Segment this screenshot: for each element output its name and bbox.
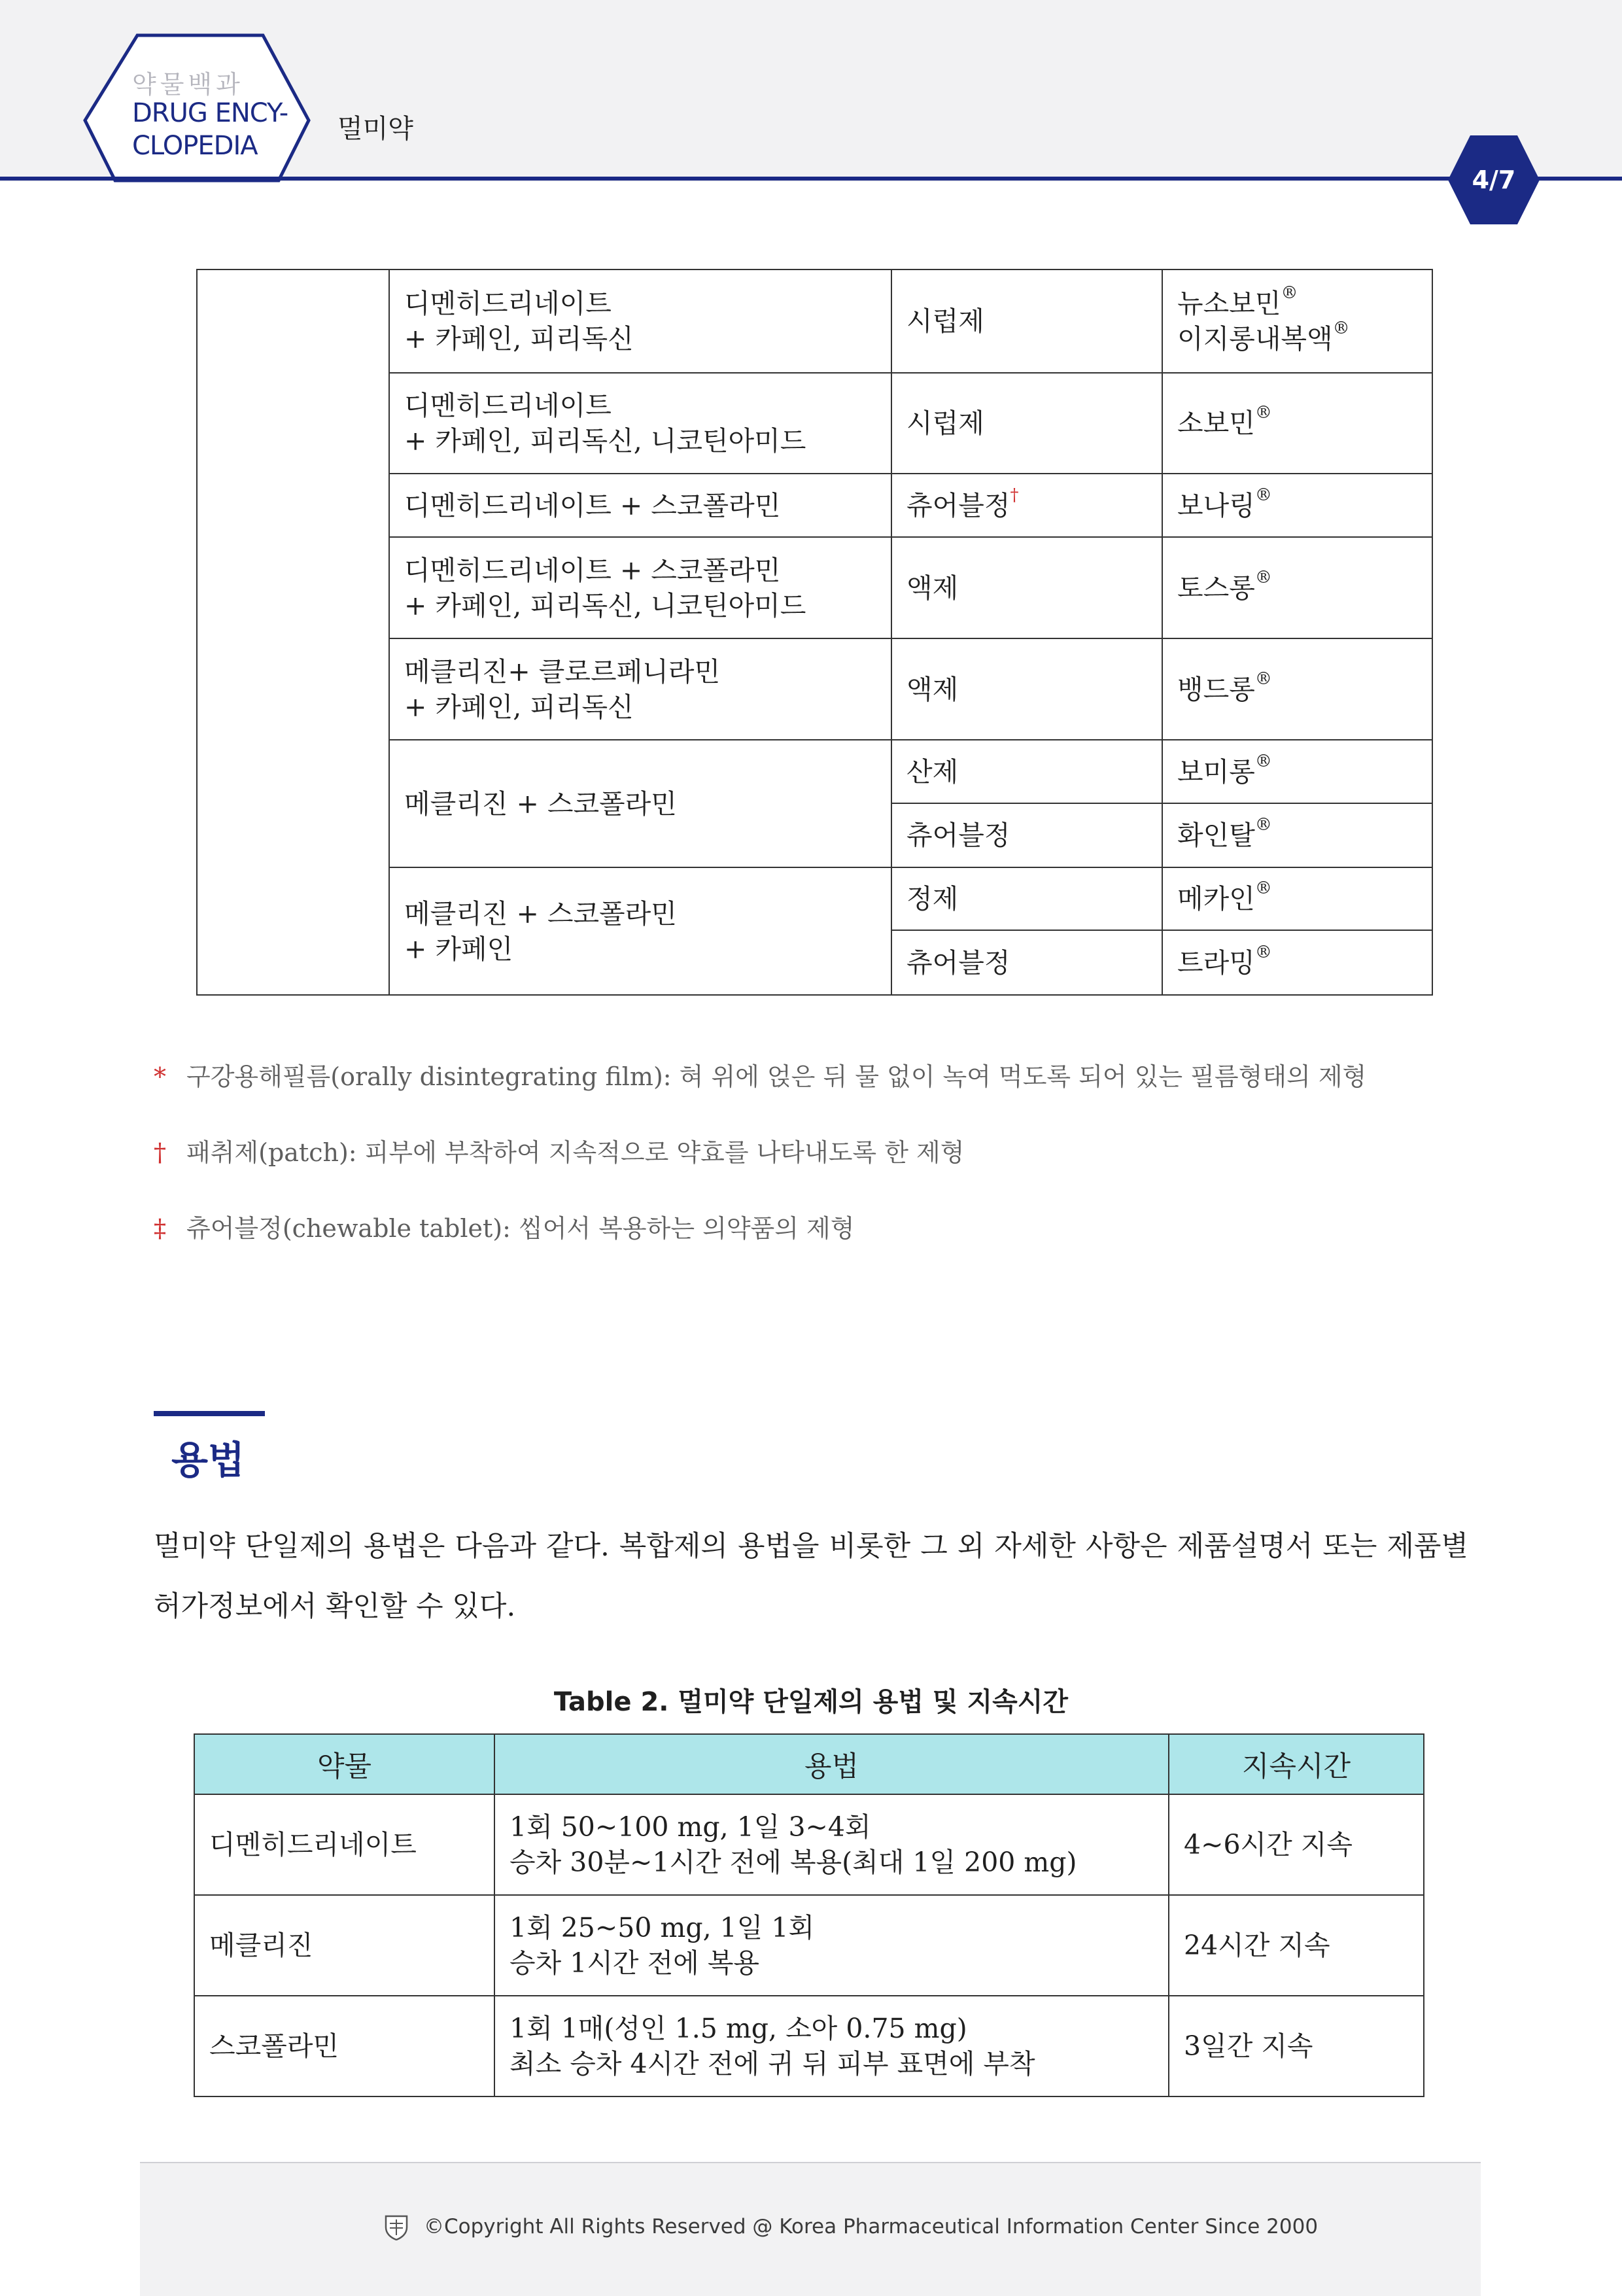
logo-korean-text: 약물백과: [132, 70, 244, 99]
ingredient-cell: 메클리진 + 스코폴라민 + 카페인: [389, 867, 891, 995]
table-row: [194, 1895, 1424, 1996]
header-usage: 용법: [494, 1734, 1169, 1794]
duration-cell: 4~6시간 지속: [1169, 1794, 1424, 1895]
footnote-item: [154, 1132, 1366, 1208]
form-cell: 시럽제: [891, 373, 1162, 474]
product-cell: 화인탈®: [1162, 803, 1432, 867]
usage-cell: 1회 50~100 mg, 1일 3~4회 승차 30분~1시간 전에 복용(최대 1일 200 mg): [494, 1794, 1169, 1895]
form-cell: 츄어블정: [891, 930, 1162, 995]
duration-cell: 24시간 지속: [1169, 1895, 1424, 1996]
table-row: [197, 270, 1432, 373]
form-cell: 츄어블정: [891, 803, 1162, 867]
header-drug: 약물: [194, 1734, 494, 1794]
form-cell: 츄어블정†: [891, 474, 1162, 537]
dagger-mark: †: [1010, 485, 1019, 505]
footnote-text: 츄어블정(chewable tablet): 씹어서 복용하는 의약품의 제형: [186, 1214, 855, 1243]
page-number: 4/7: [1472, 165, 1516, 194]
page-number-badge: [1447, 134, 1541, 226]
ingredient-cell: 메클리진+ 클로르페니라민 + 카페인, 피리독신: [389, 638, 891, 740]
footnote-mark: †: [154, 1138, 166, 1167]
ingredient-cell: 디멘히드리네이트 + 카페인, 피리독신: [389, 270, 891, 373]
table-row: [194, 1794, 1424, 1895]
combination-product-table: [196, 269, 1433, 996]
product-cell: 뱅드롱®: [1162, 638, 1432, 740]
footnotes: [154, 1056, 1366, 1284]
table-header-row: [194, 1734, 1424, 1794]
section-paragraph: 멀미약 단일제의 용법은 다음과 같다. 복합제의 용법을 비롯한 그 외 자세한 사항은 제품설명서 또는 제품별 허가정보에서 확인할 수 있다.: [154, 1530, 1468, 1623]
usage-cell: 1회 25~50 mg, 1일 1회 승차 1시간 전에 복용: [494, 1895, 1169, 1996]
product-cell: 보나링®: [1162, 474, 1432, 537]
table-row: [194, 1996, 1424, 2096]
footnote-mark: ‡: [154, 1214, 166, 1243]
copyright-text: ©Copyright All Rights Reserved @ Korea Pharmaceutical Information Center Since 2000: [424, 2215, 1319, 2238]
product-cell: 토스롱®: [1162, 537, 1432, 638]
logo-english-text: DRUG ENCY- CLOPEDIA: [132, 98, 288, 161]
usage-cell: 1회 1매(성인 1.5 mg, 소아 0.75 mg) 최소 승차 4시간 전에 귀 뒤 피부 표면에 부착: [494, 1996, 1169, 2096]
drug-cell: 스코폴라민: [194, 1996, 494, 2096]
product-cell: 소보민®: [1162, 373, 1432, 474]
form-cell: 시럽제: [891, 270, 1162, 373]
drug-cell: 디멘히드리네이트: [194, 1794, 494, 1895]
table-caption: Table 2. 멀미약 단일제의 용법 및 지속시간: [553, 1687, 1069, 1717]
footnote-mark: *: [154, 1062, 166, 1091]
ingredient-cell: 디멘히드리네이트 + 스코폴라민: [389, 474, 891, 537]
ingredient-cell: 디멘히드리네이트 + 카페인, 피리독신, 니코틴아미드: [389, 373, 891, 474]
footnote-item: [154, 1056, 1366, 1132]
product-cell: 트라밍®: [1162, 930, 1432, 995]
ingredient-cell: 디멘히드리네이트 + 스코폴라민 + 카페인, 피리독신, 니코틴아미드: [389, 537, 891, 638]
duration-cell: 3일간 지속: [1169, 1996, 1424, 2096]
usage-table: [194, 1733, 1424, 2097]
ingredient-cell: 메클리진 + 스코폴라민: [389, 740, 891, 867]
product-cell: 메카인®: [1162, 867, 1432, 930]
form-cell: 산제: [891, 740, 1162, 803]
product-cell: 보미롱®: [1162, 740, 1432, 803]
footnote-text: 패취제(patch): 피부에 부착하여 지속적으로 약효를 나타내도록 한 제형: [186, 1138, 965, 1167]
footnote-item: [154, 1208, 1366, 1284]
section-accent-bar: [154, 1411, 265, 1416]
form-cell: 액제: [891, 537, 1162, 638]
category-cell: [197, 270, 389, 995]
footnote-text: 구강용해필름(orally disintegrating film): 혀 위에 얹은 뒤 물 없이 녹여 먹도록 되어 있는 필름형태의 제형: [186, 1062, 1367, 1091]
form-cell: 액제: [891, 638, 1162, 740]
drug-cell: 메클리진: [194, 1895, 494, 1996]
form-cell: 정제: [891, 867, 1162, 930]
header-rule: [0, 177, 1622, 181]
section-title: 용법: [171, 1438, 245, 1482]
header-title: 멀미약: [337, 114, 413, 144]
header-duration: 지속시간: [1169, 1734, 1424, 1794]
product-cell: 뉴소보민® 이지롱내복액®: [1162, 270, 1432, 373]
shield-logo-icon: [385, 2214, 408, 2240]
